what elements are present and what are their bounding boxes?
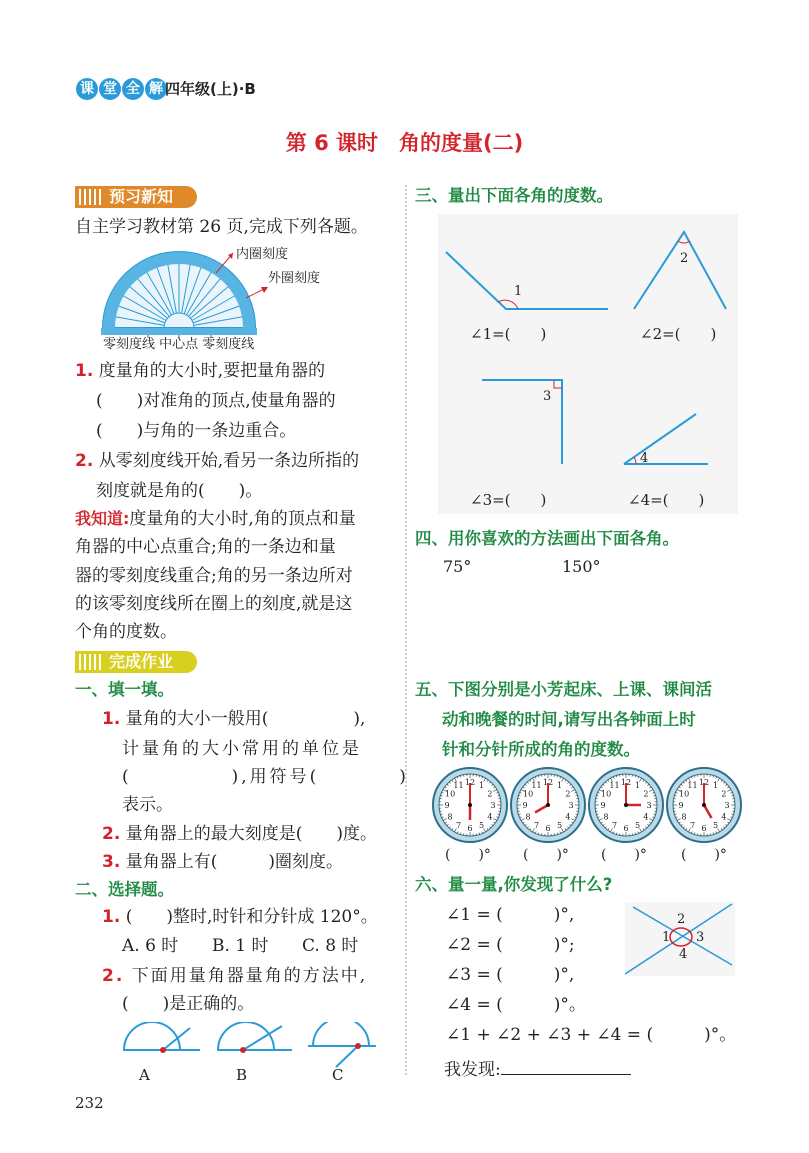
q-text: 量角的大小一般用( ),: [125, 709, 366, 729]
know-line: 度量角的大小时,角的顶点和量: [129, 509, 356, 529]
column-divider: [405, 185, 407, 1075]
logo-char: 课: [76, 78, 98, 100]
clock-numeral: 1: [712, 781, 719, 791]
clock-numeral: 6: [701, 824, 707, 833]
q-num: 1: [102, 709, 114, 729]
inner-scale-label: 内圈刻度: [236, 247, 289, 262]
q-text: 表示。: [122, 795, 173, 815]
know-text: [75, 511, 356, 528]
clock-numeral: 12: [464, 778, 476, 787]
clock-numeral: 2: [487, 789, 493, 799]
angle-num: 3: [543, 389, 552, 404]
clock-numeral: 1: [478, 781, 485, 791]
option-label-b: B: [236, 1066, 248, 1084]
q-num: 1: [102, 907, 114, 927]
q-text: 计量角的大小常用的单位是: [122, 739, 362, 759]
clock-numeral: 7: [689, 820, 696, 830]
angle-num: 2: [677, 912, 686, 927]
clock: [511, 768, 585, 842]
section-banner-preview: [75, 186, 197, 208]
q-num: 2: [75, 451, 87, 471]
clock: [433, 768, 507, 842]
option-a: A. 6 时: [122, 936, 179, 956]
clock-numeral: 2: [643, 789, 649, 799]
clock-numeral: 3: [646, 801, 652, 810]
preview-q2: 2. 从零刻度线开始,看另一条边所指的: [75, 451, 360, 471]
angle-line: ∠4 = ( )°。: [446, 995, 586, 1015]
clock-numeral: 8: [447, 812, 453, 822]
angle-num: 2: [680, 251, 689, 266]
hw-q3: 3. 量角器上有( )圈刻度。: [102, 852, 343, 872]
option-b: B. 1 时: [212, 936, 269, 956]
clock-numeral: 6: [467, 824, 473, 833]
clock: [667, 768, 741, 842]
clock-numeral: 2: [565, 789, 571, 799]
clock-answer: ( )°: [523, 847, 569, 863]
q-text: ( )与角的一条边重合。: [96, 421, 297, 441]
know-line: 的该零刻度线所在圈上的刻度,就是这: [75, 594, 353, 614]
clock-numeral: 8: [681, 812, 687, 822]
clock-faces: [430, 766, 750, 844]
clock-numeral: 9: [444, 801, 450, 810]
know-label: 我知道:: [75, 509, 130, 528]
clock-answer: ( )°: [445, 847, 491, 863]
clock-numeral: 5: [478, 820, 485, 830]
clock-numeral: 5: [634, 820, 641, 830]
discover-line: [444, 1060, 631, 1079]
logo-char: 解: [145, 78, 167, 100]
clock-numeral: 12: [620, 778, 632, 787]
option-label-a: A: [139, 1066, 150, 1084]
angle-answer: ∠3=( ): [470, 491, 547, 509]
q-text: ( )对准角的顶点,使量角器的: [96, 391, 336, 411]
page-number: 232: [75, 1094, 104, 1112]
clock-numeral: 4: [721, 812, 727, 822]
protractor-options-figure: [118, 1022, 378, 1072]
logo-char: 全: [122, 78, 144, 100]
clock-numeral: 8: [603, 812, 609, 822]
clock-numeral: 3: [568, 801, 574, 810]
clock-numeral: 3: [724, 801, 730, 810]
clock-numeral: 4: [487, 812, 493, 822]
q-num: 1: [75, 361, 87, 381]
clock-numeral: 1: [634, 781, 641, 791]
angle-line: ∠3 = ( )°,: [446, 965, 575, 985]
section-title: 五、下图分别是小芳起床、上课、课间活: [415, 680, 712, 699]
angle-figures: [438, 214, 738, 514]
clock: [589, 768, 663, 842]
q-text: ( ),用符号( ): [122, 767, 409, 787]
angle-line: ∠1 = ( )°,: [446, 905, 575, 925]
q-text: 量角器上有( )圈刻度。: [125, 852, 343, 872]
angle-num: 4: [679, 947, 688, 962]
section-title: 六、量一量,你发现了什么?: [415, 875, 613, 894]
clock-numeral: 6: [623, 824, 629, 833]
angle-answer: ∠4=( ): [628, 491, 705, 509]
q-text: 刻度就是角的( )。: [96, 481, 263, 501]
preview-intro: 自主学习教材第 26 页,完成下列各题。: [75, 217, 368, 237]
clock-answer: ( )°: [681, 847, 727, 863]
hw-q2: 2. 量角器上的最大刻度是( )度。: [102, 824, 377, 844]
clock-numeral: 10: [522, 789, 534, 799]
clock-numeral: 5: [556, 820, 563, 830]
clock-numeral: 7: [533, 820, 540, 830]
clock-numeral: 11: [453, 781, 464, 791]
clock-numeral: 7: [455, 820, 462, 830]
section-title: 三、量出下面各角的度数。: [415, 186, 613, 205]
clock-numeral: 11: [687, 781, 698, 791]
outer-scale-label: 外圈刻度: [268, 271, 321, 286]
choice-q1: 1. ( )整时,时针和分针成 120°。: [102, 907, 378, 927]
q-text: ( )整时,时针和分针成 120°。: [125, 907, 378, 927]
page-title: 第 6 课时 角的度量(二): [285, 131, 524, 155]
angle-num: 3: [696, 930, 705, 945]
clock-numeral: 5: [712, 820, 719, 830]
angle-line: ∠2 = ( )°;: [446, 935, 575, 955]
clock-numeral: 11: [609, 781, 620, 791]
angle-sum-line: ∠1 + ∠2 + ∠3 + ∠4 = ( )°。: [446, 1025, 737, 1045]
angle-answer: ∠2=( ): [640, 325, 717, 343]
section-banner-homework: [75, 651, 197, 673]
clock-numeral: 2: [721, 789, 727, 799]
section-title: 动和晚餐的时间,请写出各钟面上时: [442, 710, 696, 729]
clock-numeral: 4: [565, 812, 571, 822]
know-line: 角器的中心点重合;角的一条边和量: [75, 537, 336, 557]
q-text: 从零刻度线开始,看另一条边所指的: [98, 451, 360, 471]
section-title: 二、选择题。: [75, 880, 174, 899]
choice-q2: 2. 下面用量角器量角的方法中,: [102, 966, 368, 986]
option-label-c: C: [332, 1066, 344, 1084]
know-line: 个角的度数。: [75, 622, 177, 642]
banner-label: 完成作业: [109, 652, 174, 671]
draw-angle: 75°: [443, 557, 472, 576]
grade-label: 四年级(上)·B: [165, 80, 256, 98]
discover-blank: [501, 1060, 631, 1075]
q-text: ( )是正确的。: [122, 994, 255, 1014]
clock-numeral: 10: [600, 789, 612, 799]
clock-numeral: 10: [444, 789, 456, 799]
clock-numeral: 7: [611, 820, 618, 830]
option-c: C. 8 时: [302, 936, 359, 956]
angle-num: 4: [640, 451, 649, 466]
clock-numeral: 1: [556, 781, 563, 791]
clock-numeral: 9: [600, 801, 606, 810]
clock-numeral: 9: [678, 801, 684, 810]
angle-num: 1: [514, 284, 523, 299]
q-text: 下面用量角器量角的方法中,: [131, 966, 368, 986]
clock-numeral: 9: [522, 801, 528, 810]
clock-numeral: 12: [698, 778, 710, 787]
draw-angle: 150°: [562, 557, 601, 576]
clock-numeral: 11: [531, 781, 542, 791]
clock-answer: ( )°: [601, 847, 647, 863]
clock-numeral: 3: [490, 801, 496, 810]
clock-numeral: 6: [545, 824, 551, 833]
hw-q1: 1. 量角的大小一般用( ),: [102, 709, 366, 729]
series-logo: [76, 78, 167, 100]
q-num: 2: [102, 824, 114, 844]
q-num: 3: [102, 852, 114, 872]
section-title: 四、用你喜欢的方法画出下面各角。: [415, 529, 679, 548]
clock-numeral: 10: [678, 789, 690, 799]
angle-answer: ∠1=( ): [470, 325, 547, 343]
clock-numeral: 4: [643, 812, 649, 822]
angle-num: 1: [662, 930, 671, 945]
logo-char: 堂: [99, 78, 121, 100]
know-line: 器的零刻度线重合;角的另一条边所对: [75, 566, 353, 586]
discover-label: 我发现:: [444, 1060, 501, 1080]
q-text: 度量角的大小时,要把量角器的: [98, 361, 326, 381]
protractor-diagram: [98, 243, 338, 338]
q-text: 量角器上的最大刻度是( )度。: [125, 824, 377, 844]
q-num: 2: [102, 966, 116, 986]
section-title: 针和分针所成的角的度数。: [442, 740, 640, 759]
clock-numeral: 8: [525, 812, 531, 822]
section-title: 一、填一填。: [75, 680, 174, 699]
protractor-bottom-labels: 零刻度线 中心点 零刻度线: [103, 337, 255, 352]
preview-q1: 1. 度量角的大小时,要把量角器的: [75, 361, 326, 381]
clock-numeral: 12: [542, 778, 554, 787]
banner-label: 预习新知: [109, 187, 174, 206]
